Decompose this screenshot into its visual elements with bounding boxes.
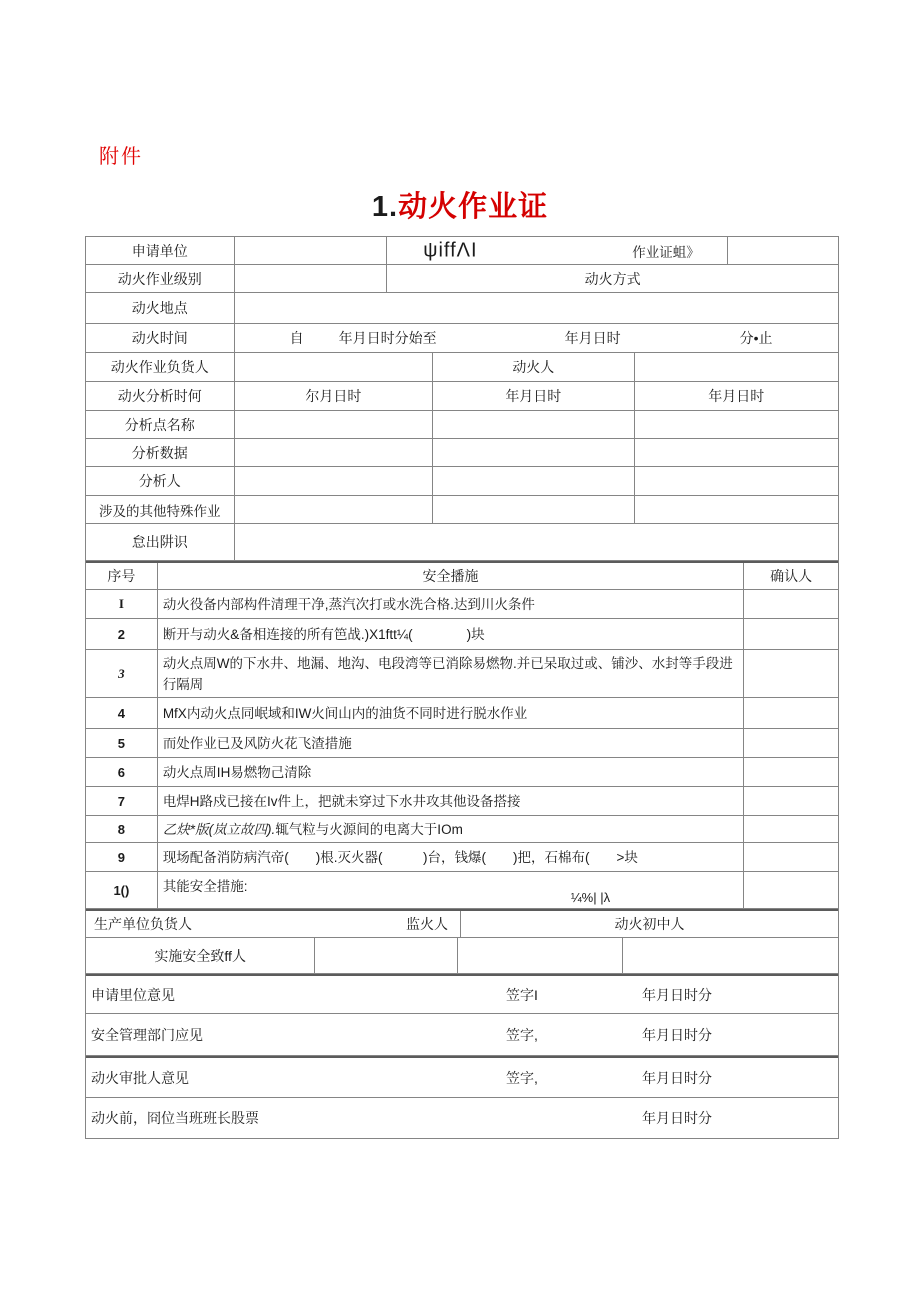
- safety-no-5: 5: [86, 729, 158, 757]
- safety-measure-8-lead: 乙炔*版(岚立故四).: [162, 821, 276, 837]
- hot-work-permit-form: [85, 236, 839, 1139]
- fire-location-value-cell: [235, 293, 838, 323]
- safety-row-3: [86, 650, 838, 698]
- fire-time-value-cell: [235, 324, 838, 352]
- safety-row-1: [86, 590, 838, 619]
- implement-row: [86, 938, 838, 974]
- safety-no-6: 6: [86, 758, 158, 786]
- fire-time-end: 分•止: [739, 330, 773, 346]
- safety-no-4: 4: [86, 698, 158, 728]
- page-title: [0, 184, 920, 225]
- safety-measure-10: [158, 872, 744, 908]
- work-level-value-cell: [235, 265, 388, 292]
- safety-measure-6: 动火点周IH易燃物己清除: [158, 758, 744, 786]
- safety-confirm-8: [744, 816, 838, 842]
- safety-measure-3: 动火点周W的下水井、地漏、地沟、电段湾等已消除易燃物.并已呆取过或、铺沙、水封等手段进行隔周: [158, 650, 744, 697]
- permit-big-text: ψiffΛI: [423, 239, 478, 261]
- producer-watcher-cell: [86, 911, 461, 937]
- other-special-2: [433, 496, 634, 523]
- safety-header-row: [86, 561, 838, 590]
- permit-no-value-cell: [728, 237, 838, 264]
- analysis-point-2: [433, 411, 634, 438]
- row-fire-location: [86, 293, 838, 324]
- opinion-safety-sign: 笠字,: [506, 1026, 538, 1043]
- fire-time-end-date: 年月日时: [564, 330, 621, 346]
- analysis-data-3: [635, 439, 838, 466]
- safety-confirm-5: [744, 729, 838, 757]
- opinion-row-approver: [86, 1056, 838, 1098]
- safety-row-2: [86, 619, 838, 650]
- fire-time-label: 动火时间: [86, 324, 235, 352]
- safety-measure-4: MfX内动火点同岷域和IW火间山内的油货不同时进行脱水作业: [158, 698, 744, 728]
- fire-time-from: 自: [289, 330, 304, 346]
- watcher-label: 监火人: [406, 916, 449, 932]
- fire-time-start: 年月日时分始至: [338, 330, 437, 346]
- implement-value-2: [458, 938, 623, 973]
- row-hazard-id: [86, 524, 838, 561]
- initial-person-label: 动火初中人: [614, 916, 685, 932]
- opinion-apply-sign: 笠字I: [506, 986, 538, 1003]
- analysis-point-3: [635, 411, 838, 438]
- other-special-1: [235, 496, 433, 523]
- safety-confirm-header: 确认人: [770, 568, 813, 584]
- permit-right-text: 作业证蛆》: [632, 244, 700, 260]
- apply-unit-value-cell: [235, 237, 388, 264]
- row-fire-time: [86, 324, 838, 353]
- safety-row-8: [86, 816, 838, 843]
- safety-no-9: 9: [86, 843, 158, 871]
- safety-no-8: 8: [86, 816, 158, 842]
- safety-measure-9: 现场配备消防病汽帝( )根.灭火器( )台，钱爆( )把，石棉布( >块: [158, 843, 744, 871]
- row-work-level: [86, 265, 838, 293]
- apply-unit-label: 申请单位: [86, 237, 235, 264]
- safety-row-4: [86, 698, 838, 729]
- opinion-apply-date: 年月日时分: [642, 986, 712, 1003]
- safety-no-header: 序号: [86, 563, 158, 589]
- safety-row-10: [86, 872, 838, 909]
- analyst-2: [433, 467, 634, 495]
- row-analyst: [86, 467, 838, 496]
- safety-confirm-9: [744, 843, 838, 871]
- safety-no-3: 3: [86, 650, 158, 697]
- row-other-special-work: [86, 496, 838, 524]
- safety-measure-header: 安全播施: [158, 563, 744, 589]
- opinion-apply-label: 申请里位意见: [91, 986, 175, 1003]
- fire-person-value-cell: [635, 353, 838, 381]
- analysis-point-label: 分析点名称: [86, 411, 235, 438]
- other-special-work-label: 涉及的其他特殊作业: [86, 496, 235, 523]
- signature-row: [86, 909, 838, 938]
- safety-row-7: [86, 787, 838, 816]
- opinion-approver-date: 年月日时分: [642, 1069, 712, 1086]
- safety-measure-8-rest: 辄气粒与火源间的电离大于IOm: [275, 821, 463, 837]
- producer-label: 生产单位负货人: [94, 916, 192, 932]
- opinion-approver-label: 动火审批人意见: [91, 1069, 189, 1086]
- safety-confirm-10: [744, 872, 838, 908]
- opinion-row-safety-dept: [86, 1014, 838, 1056]
- hazard-id-label: 怠出阱识: [86, 524, 235, 560]
- opinion-row-before-fire: [86, 1098, 838, 1138]
- safety-measure-5: 而处作业已及风防火花飞渣措施: [158, 729, 744, 757]
- analysis-data-1: [235, 439, 433, 466]
- safety-measure-10-text: 其能安全措施:: [162, 879, 248, 894]
- title-text: 动火作业证: [398, 191, 549, 223]
- safety-confirm-7: [744, 787, 838, 815]
- work-level-label: 动火作业级别: [86, 265, 235, 292]
- safety-confirm-2: [744, 619, 838, 649]
- analyst-1: [235, 467, 433, 495]
- implement-label: 实施安全致ff人: [86, 938, 315, 973]
- fire-person-label: 动火人: [433, 353, 634, 381]
- analysis-time-2: 年月日时: [433, 382, 634, 410]
- row-work-responsible: [86, 353, 838, 382]
- safety-row-9: [86, 843, 838, 872]
- row-analysis-data: [86, 439, 838, 467]
- implement-value-1: [315, 938, 458, 973]
- safety-measure-1: 动火役备内部构件清理干净,蒸汽次打或水洗合格.达到川火条件: [158, 590, 744, 618]
- permit-no-cell: [387, 237, 728, 264]
- safety-measure-8: [158, 816, 744, 842]
- analysis-data-label: 分析数据: [86, 439, 235, 466]
- safety-confirm-3: [744, 650, 838, 697]
- opinion-safety-date: 年月日时分: [642, 1026, 712, 1043]
- safety-row-6: [86, 758, 838, 787]
- safety-measure-7: 电焊H路戍已接在Iv件上，把就未穿过下水井攻其他设备搭接: [158, 787, 744, 815]
- other-special-3: [635, 496, 838, 523]
- safety-confirm-1: [744, 590, 838, 618]
- before-fire-date: 年月日时分: [642, 1110, 712, 1126]
- safety-no-1: I: [86, 590, 158, 618]
- analysis-data-2: [433, 439, 634, 466]
- analyst-label: 分析人: [86, 467, 235, 495]
- work-responsible-value-cell: [235, 353, 433, 381]
- row-analysis-time: [86, 382, 838, 411]
- safety-no-7: 7: [86, 787, 158, 815]
- row-analysis-point: [86, 411, 838, 439]
- work-responsible-label: 动火作业负货人: [86, 353, 235, 381]
- attachment-label: 附件: [99, 146, 143, 168]
- safety-row-5: [86, 729, 838, 758]
- fire-method-label: 动火方式: [584, 270, 641, 287]
- opinion-row-apply: [86, 974, 838, 1014]
- analysis-time-3: 年月日时: [708, 388, 765, 404]
- safety-no-10: 1(): [86, 872, 158, 908]
- safety-confirm-6: [744, 758, 838, 786]
- opinion-safety-label: 安全管理部门应见: [91, 1026, 203, 1043]
- analysis-point-1: [235, 411, 433, 438]
- title-number: 1.: [371, 191, 399, 223]
- safety-measure-10-extra: ¼%| |λ: [570, 890, 611, 905]
- opinion-approver-sign: 笠字,: [506, 1069, 538, 1086]
- safety-no-2: 2: [86, 619, 158, 649]
- safety-confirm-4: [744, 698, 838, 728]
- safety-measure-2: 断开与动火&备相连接的所有笆战.)X1ftt¼( )块: [158, 619, 744, 649]
- fire-location-label: 动火地点: [86, 293, 235, 323]
- analysis-time-1: 尔月日时: [235, 382, 433, 410]
- row-apply-unit: [86, 237, 838, 265]
- analysis-time-label: 动火分析时何: [86, 382, 235, 410]
- analyst-3: [635, 467, 838, 495]
- before-fire-label: 动火前，冏位当班班长股票: [91, 1110, 259, 1126]
- hazard-id-value-cell: [235, 524, 838, 560]
- implement-value-3: [623, 938, 838, 973]
